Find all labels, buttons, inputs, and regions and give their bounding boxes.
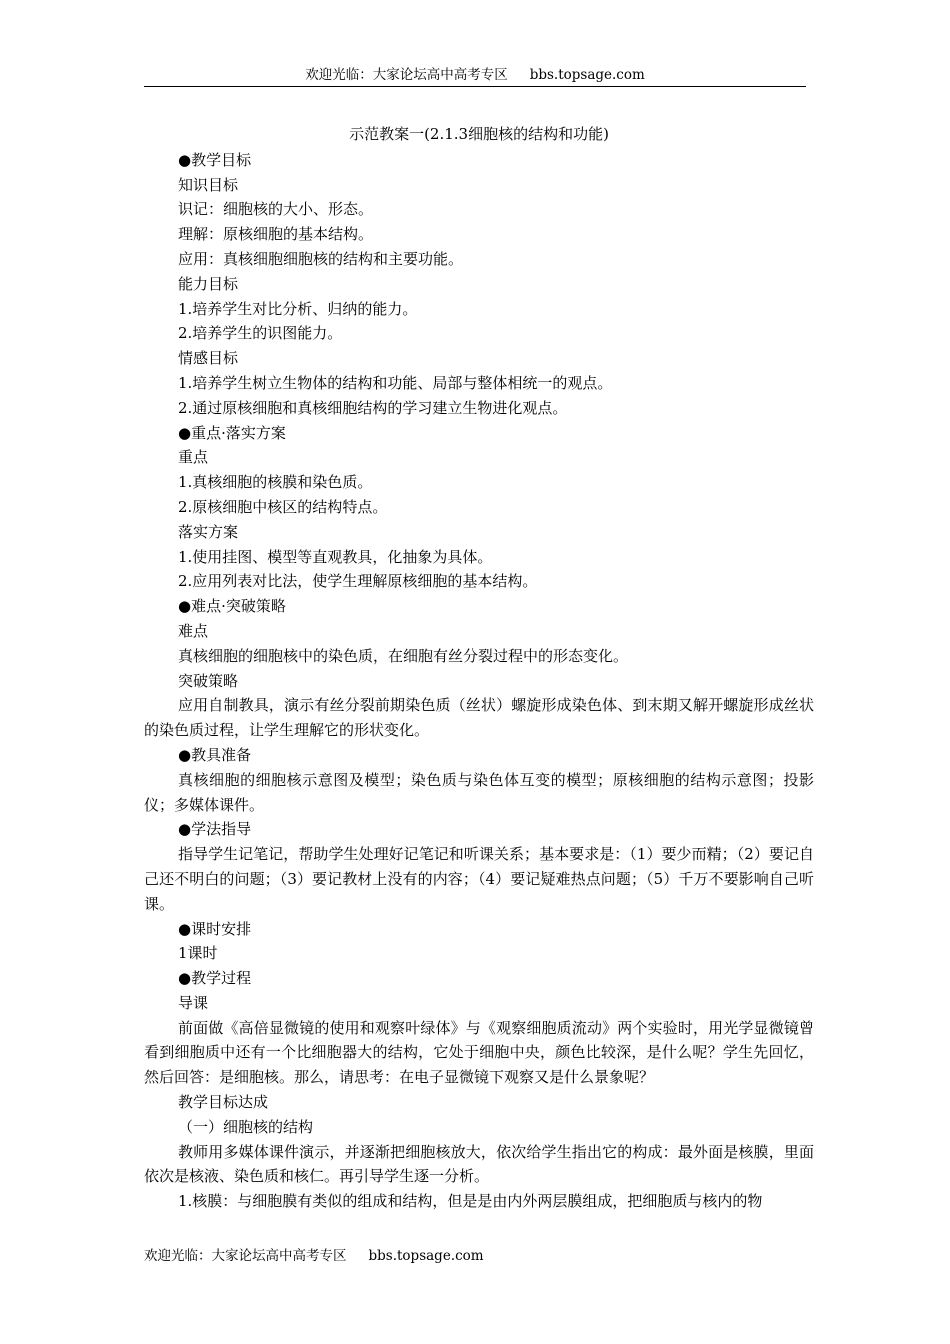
subsection-heading: 突破策略 — [178, 671, 239, 690]
subsection-heading: 教学目标达成 — [178, 1093, 269, 1112]
section-heading: ●难点·突破策略 — [178, 597, 286, 616]
header-site-text: 欢迎光临：大家论坛高中高考专区 — [305, 67, 508, 83]
subsection-heading: 情感目标 — [178, 349, 239, 368]
subsection-heading: 能力目标 — [178, 274, 239, 293]
paragraph: 理解：原核细胞的基本结构。 — [178, 225, 374, 244]
paragraph: 1.培养学生对比分析、归纳的能力。 — [178, 299, 418, 318]
section-heading: ●课时安排 — [178, 919, 252, 938]
page-footer — [144, 1247, 484, 1265]
paragraph: 2.原核细胞中核区的结构特点。 — [178, 497, 388, 516]
footer-site-text: 欢迎光临：大家论坛高中高考专区 — [144, 1248, 347, 1264]
subsection-heading: 难点 — [178, 621, 209, 640]
paragraph: 1.核膜：与细胞膜有类似的组成和结构，但是是由内外两层膜组成，把细胞质与核内的物 — [178, 1192, 763, 1211]
paragraph: 前面做《高倍显微镜的使用和观察叶绿体》与《观察细胞质流动》两个实验时，用光学显微镜曾看到细胞质中还有一个比细胞器大的结构，它处于细胞中央，颜色比较深，是什么呢？学生先回忆，然后回答：是细胞核。那么，请思考：在电子显微镜下观察又是什么景象呢？ — [144, 1018, 814, 1087]
section-heading: ●教学过程 — [178, 969, 252, 988]
paragraph: 2.应用列表对比法，使学生理解原核细胞的基本结构。 — [178, 572, 538, 591]
section-heading: ●学法指导 — [178, 820, 252, 839]
subsection-heading: 知识目标 — [178, 175, 239, 194]
subsection-heading: 导课 — [178, 993, 209, 1012]
header-url-link[interactable]: bbs.topsage.com — [529, 67, 645, 83]
paragraph: 1课时 — [178, 944, 218, 963]
paragraph: 教师用多媒体课件演示，并逐渐把细胞核放大，依次给学生指出它的构成：最外面是核膜，里面依次是核液、染色质和核仁。再引导学生逐一分析。 — [144, 1142, 814, 1186]
paragraph: 真核细胞的细胞核示意图及模型；染色质与染色体互变的模型；原核细胞的结构示意图；投影仪；多媒体课件。 — [144, 770, 814, 814]
subsection-heading: 落实方案 — [178, 522, 239, 541]
subsection-heading: 重点 — [178, 448, 209, 467]
paragraph: 真核细胞的细胞核中的染色质，在细胞有丝分裂过程中的形态变化。 — [178, 646, 629, 665]
document-body — [144, 122, 814, 1214]
paragraph: 2.通过原核细胞和真核细胞结构的学习建立生物进化观点。 — [178, 398, 568, 417]
section-heading: ●教学目标 — [178, 150, 252, 169]
document-title: 示范教案一(2.1.3细胞核的结构和功能) — [349, 125, 609, 143]
footer-url-link[interactable]: bbs.topsage.com — [368, 1248, 484, 1264]
paragraph: 2.培养学生的识图能力。 — [178, 324, 343, 343]
subsection-heading: （一）细胞核的结构 — [178, 1117, 314, 1136]
paragraph: 应用自制教具，演示有丝分裂前期染色质（丝状）螺旋形成染色体、到末期又解开螺旋形成丝状的染色质过程，让学生理解它的形状变化。 — [144, 696, 814, 740]
paragraph: 应用：真核细胞细胞核的结构和主要功能。 — [178, 249, 464, 268]
page-header — [144, 66, 806, 84]
paragraph: 1.使用挂图、模型等直观教具，化抽象为具体。 — [178, 547, 493, 566]
paragraph: 1.真核细胞的核膜和染色质。 — [178, 473, 373, 492]
header-divider — [144, 86, 806, 87]
paragraph: 识记：细胞核的大小、形态。 — [178, 200, 374, 219]
paragraph: 1.培养学生树立生物体的结构和功能、局部与整体相统一的观点。 — [178, 373, 613, 392]
section-heading: ●重点·落实方案 — [178, 423, 286, 442]
paragraph: 指导学生记笔记，帮助学生处理好记笔记和听课关系；基本要求是：（1）要少而精；（2）要记自己还不明白的问题；（3）要记教材上没有的内容；（4）要记疑难热点问题；（5）千万不要影响自己听课。 — [144, 845, 814, 913]
section-heading: ●教具准备 — [178, 745, 252, 764]
